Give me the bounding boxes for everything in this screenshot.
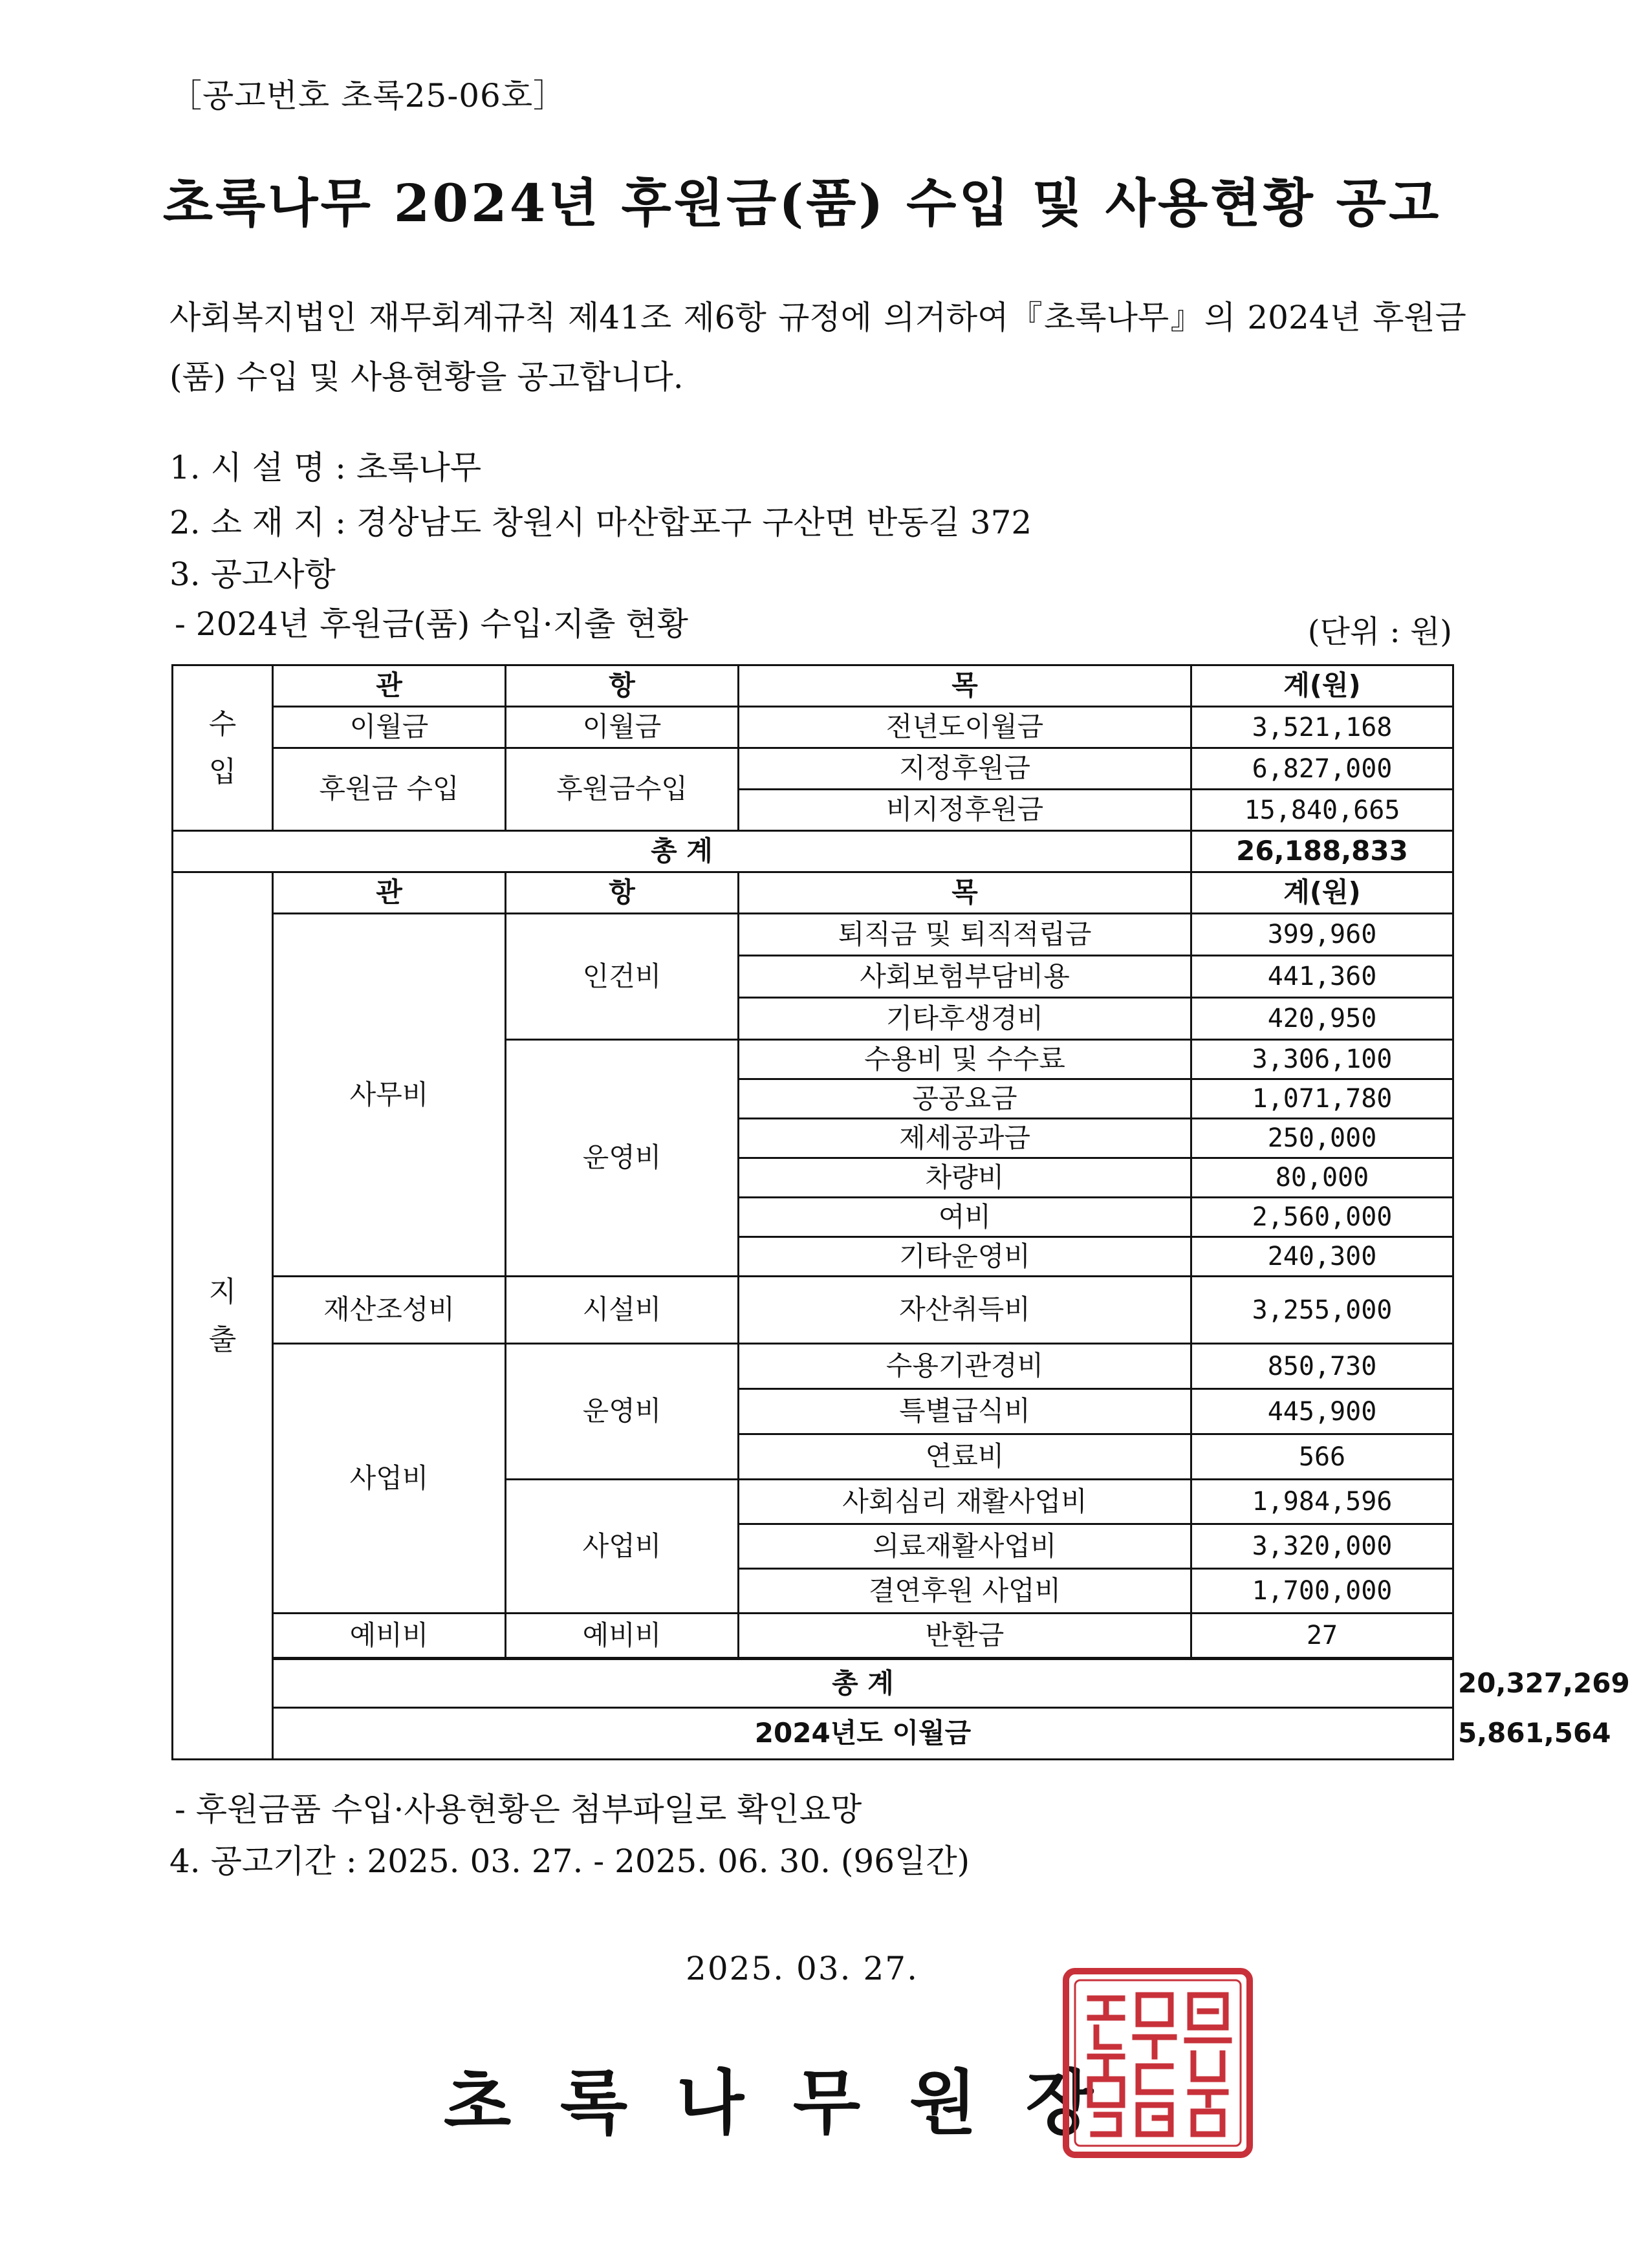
table-row [173, 914, 1453, 956]
table-row [173, 1614, 1453, 1659]
cell-mok: 반환금 [739, 1614, 1191, 1659]
cell-mok: 공공요금 [739, 1079, 1191, 1119]
cell-gwan: 예비비 [273, 1614, 506, 1659]
cell-mok: 사회심리 재활사업비 [739, 1480, 1191, 1524]
notice-period: 4. 공고기간 : 2025. 03. 27. - 2025. 06. 30. (96일간) [169, 1842, 970, 1880]
cell-mok: 연료비 [739, 1434, 1191, 1480]
cell-mok: 자산취득비 [739, 1277, 1191, 1344]
notice-date: 2025. 03. 27. [686, 1950, 918, 1987]
cell-hang: 시설비 [506, 1277, 739, 1344]
cell-mok: 수용기관경비 [739, 1344, 1191, 1389]
cell-mok: 여비 [739, 1198, 1191, 1237]
cell-mok: 수용비 및 수수료 [739, 1040, 1191, 1079]
table-row [173, 1344, 1453, 1389]
expense-total-label: 총 계 [273, 1659, 1453, 1708]
cell-amount: 445,900 [1191, 1389, 1453, 1434]
cell-amount: 250,000 [1191, 1119, 1453, 1158]
cell-hang: 이월금 [506, 707, 739, 748]
cell-mok: 지정후원금 [739, 748, 1191, 790]
cell-mok: 사회보험부담비용 [739, 956, 1191, 998]
cell-amount: 399,960 [1191, 914, 1453, 956]
notice-items-heading: 3. 공고사항 [169, 556, 336, 593]
cell-gwan: 이월금 [273, 707, 506, 748]
cell-hang: 운영비 [506, 1344, 739, 1480]
table-row [173, 1277, 1453, 1344]
location-line: 2. 소 재 지 : 경상남도 창원시 마산합포구 구산면 반동길 372 [169, 504, 1032, 541]
cell-mok: 차량비 [739, 1158, 1191, 1198]
cell-gwan: 재산조성비 [273, 1277, 506, 1344]
carryover-row: 2024년도 이월금 5,861,564 [173, 1708, 1453, 1760]
cell-mok: 기타운영비 [739, 1237, 1191, 1277]
document-title: 초록나무 2024년 후원금(품) 수입 및 사용현황 공고 [162, 173, 1442, 233]
cell-mok: 퇴직금 및 퇴직적립금 [739, 914, 1191, 956]
unit-label: (단위 : 원) [1307, 614, 1452, 650]
cell-amount: 420,950 [1191, 998, 1453, 1040]
intro-paragraph: 사회복지법인 재무회계규칙 제41조 제6항 규정에 의거하여『초록나무』의 2024년 후원금(품) 수입 및 사용현황을 공고합니다. [169, 299, 1466, 396]
cell-amount: 3,255,000 [1191, 1277, 1453, 1344]
cell-mok: 비지정후원금 [739, 790, 1191, 831]
cell-hang: 인건비 [506, 914, 739, 1040]
cell-mok: 기타후생경비 [739, 998, 1191, 1040]
cell-amount: 3,521,168 [1191, 707, 1453, 748]
cell-mok: 제세공과금 [739, 1119, 1191, 1158]
income-expense-table [171, 664, 1630, 1760]
cell-amount: 240,300 [1191, 1237, 1453, 1277]
notice-number: ［공고번호 초록25-06호］ [169, 77, 567, 114]
cell-amount: 1,984,596 [1191, 1480, 1453, 1524]
cell-amount: 80,000 [1191, 1158, 1453, 1198]
carryover-label: 2024년도 이월금 [273, 1708, 1453, 1760]
cell-amount: 3,320,000 [1191, 1524, 1453, 1569]
income-total-label: 총 계 [173, 831, 1191, 872]
table-row [173, 707, 1453, 748]
cell-gwan: 사무비 [273, 914, 506, 1277]
cell-amount: 6,827,000 [1191, 748, 1453, 790]
cell-gwan: 사업비 [273, 1344, 506, 1614]
header-mok: 목 [739, 872, 1191, 914]
cell-amount: 566 [1191, 1434, 1453, 1480]
cell-amount: 850,730 [1191, 1344, 1453, 1389]
header-hang: 항 [506, 665, 739, 707]
expense-section-label: 지 출 [173, 872, 273, 1760]
cell-amount: 1,071,780 [1191, 1079, 1453, 1119]
header-mok: 목 [739, 665, 1191, 707]
cell-hang: 운영비 [506, 1040, 739, 1277]
cell-amount: 1,700,000 [1191, 1569, 1453, 1614]
facility-name-line: 1. 시 설 명 : 초록나무 [169, 449, 482, 486]
income-total-amount: 26,188,833 [1191, 831, 1453, 872]
cell-mok: 특별급식비 [739, 1389, 1191, 1434]
cell-amount: 27 [1191, 1614, 1453, 1659]
cell-hang: 후원금수입 [506, 748, 739, 831]
header-amount: 계(원) [1191, 665, 1453, 707]
header-amount: 계(원) [1191, 872, 1453, 914]
cell-amount: 15,840,665 [1191, 790, 1453, 831]
cell-hang: 예비비 [506, 1614, 739, 1659]
income-section-label: 수 입 [173, 665, 273, 831]
header-gwan: 관 [273, 872, 506, 914]
cell-hang: 사업비 [506, 1480, 739, 1614]
income-total-row [173, 831, 1453, 872]
cell-gwan: 후원금 수입 [273, 748, 506, 831]
expense-total-row: 총 계 20,327,269 [173, 1659, 1453, 1708]
cell-amount: 441,360 [1191, 956, 1453, 998]
cell-mok: 의료재활사업비 [739, 1524, 1191, 1569]
cell-amount: 3,306,100 [1191, 1040, 1453, 1079]
signatory-name: 초 록 나 무 원 장 [443, 2062, 1094, 2144]
cell-mok: 결연후원 사업비 [739, 1569, 1191, 1614]
header-gwan: 관 [273, 665, 506, 707]
table-row [173, 748, 1453, 790]
official-seal-stamp [1061, 1966, 1255, 2160]
header-hang: 항 [506, 872, 739, 914]
cell-mok: 전년도이월금 [739, 707, 1191, 748]
attachment-note: - 후원금품 수입·사용현황은 첨부파일로 확인요망 [175, 1791, 862, 1828]
table-subheading: - 2024년 후원금(품) 수입·지출 현황 [175, 605, 688, 643]
cell-amount: 2,560,000 [1191, 1198, 1453, 1237]
